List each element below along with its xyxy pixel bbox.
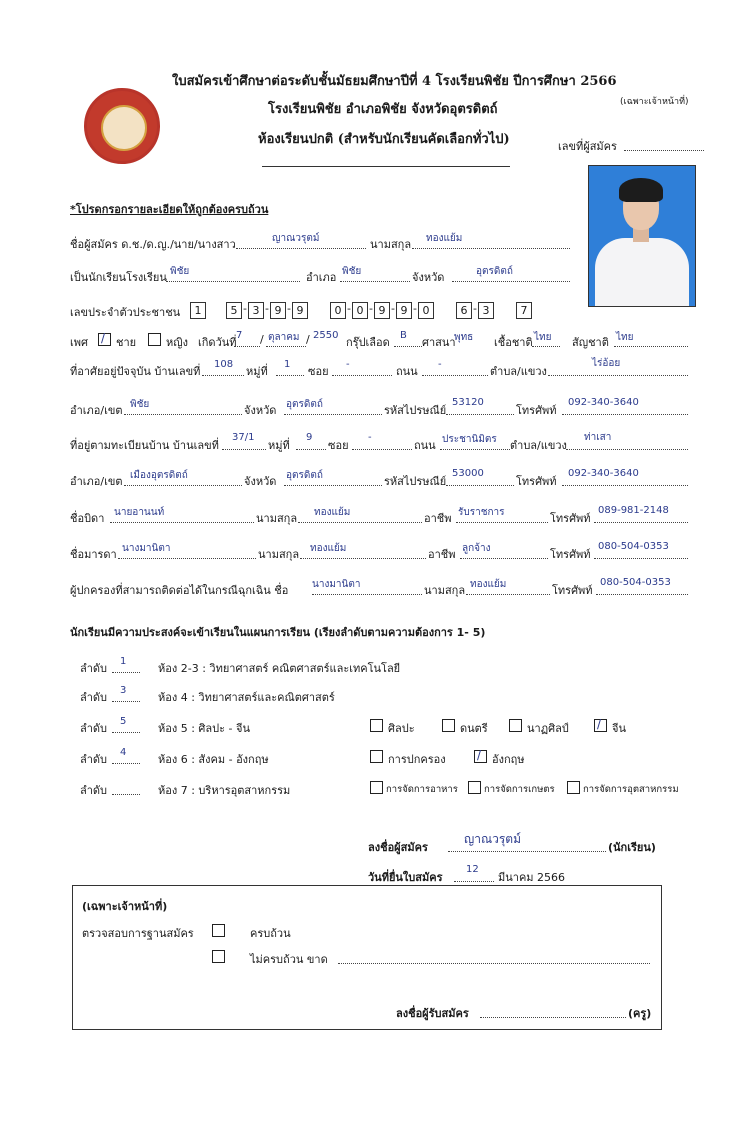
id-separator: - xyxy=(473,302,477,315)
applicant-signature: ญาณวรุตม์ xyxy=(464,832,521,846)
rank-label: ลำดับ xyxy=(80,784,108,797)
opt-music-checkbox[interactable] xyxy=(442,719,455,732)
id-digit-box[interactable]: 0 xyxy=(330,302,346,319)
opt-industry-checkbox[interactable] xyxy=(567,781,580,794)
id-separator: - xyxy=(265,302,269,315)
school-seal-logo xyxy=(84,88,160,164)
plan-room: ห้อง 7 : บริหารอุตสาหกรรม xyxy=(158,784,291,797)
male-checkbox[interactable] xyxy=(98,333,111,346)
opt-food-checkbox[interactable] xyxy=(370,781,383,794)
id-digit-box[interactable]: 7 xyxy=(516,302,532,319)
applicant-no-label: เลขที่ผู้สมัคร xyxy=(558,140,617,153)
form-title: ใบสมัครเข้าศึกษาต่อระดับชั้นมัธยมศึกษาปีที่ 4 โรงเรียนพิชัย ปีการศึกษา 2566 xyxy=(172,74,617,89)
plan-room: ห้อง 6 : สังคม - อังกฤษ xyxy=(158,753,269,766)
applicant-photo xyxy=(588,165,696,307)
complete-checkbox[interactable] xyxy=(212,924,225,937)
applicant-name[interactable]: ญาณวรุตม์ xyxy=(272,233,320,244)
rank-label: ลำดับ xyxy=(80,691,108,704)
plan-room: ห้อง 4 : วิทยาศาสตร์และคณิตศาสตร์ xyxy=(158,691,335,704)
id-digit-box[interactable]: 9 xyxy=(396,302,412,319)
id-digit-box[interactable]: 0 xyxy=(352,302,368,319)
rank-label: ลำดับ xyxy=(80,753,108,766)
rank-value[interactable]: 3 xyxy=(120,685,127,696)
id-digit-box[interactable]: 5 xyxy=(226,302,242,319)
female-checkbox[interactable] xyxy=(148,333,161,346)
id-separator: - xyxy=(243,302,247,315)
incomplete-checkbox[interactable] xyxy=(212,950,225,963)
school[interactable]: พิชัย xyxy=(170,266,190,277)
id-digit-box[interactable]: 3 xyxy=(248,302,264,319)
rank-value[interactable]: 5 xyxy=(120,716,127,727)
plan-room: ห้อง 2-3 : วิทยาศาสตร์ คณิตศาสตร์และเทคโนโลยี xyxy=(158,662,401,675)
instruction: *โปรดกรอกรายละเอียดให้ถูกต้องครบถ้วน xyxy=(70,203,269,216)
id-digit-box[interactable]: 1 xyxy=(190,302,206,319)
applicant-surname[interactable]: ทองแย้ม xyxy=(426,233,463,244)
id-digit-box[interactable]: 3 xyxy=(478,302,494,319)
school-name: โรงเรียนพิชัย อำเภอพิชัย จังหวัดอุตรดิตถ์ xyxy=(268,102,498,117)
plan-heading: นักเรียนมีความประสงค์จะเข้าเรียนในแผนการเรียน (เรียงลำดับตามความต้องการ 1- 5) xyxy=(70,626,486,639)
opt-art-checkbox[interactable] xyxy=(370,719,383,732)
plan-room: ห้อง 5 : ศิลปะ - จีน xyxy=(158,722,250,735)
class-type: ห้องเรียนปกติ (สำหรับนักเรียนคัดเลือกทั่วไป) xyxy=(258,132,510,147)
rank-value[interactable]: 4 xyxy=(120,747,127,758)
id-digit-box[interactable]: 9 xyxy=(374,302,390,319)
id-separator: - xyxy=(287,302,291,315)
opt-governance-checkbox[interactable] xyxy=(370,750,383,763)
id-separator: - xyxy=(369,302,373,315)
id-separator: - xyxy=(413,302,417,315)
rank-value[interactable]: 1 xyxy=(120,656,127,667)
opt-agri-checkbox[interactable] xyxy=(468,781,481,794)
id-digit-box[interactable]: 6 xyxy=(456,302,472,319)
opt-chinese-checkbox[interactable] xyxy=(594,719,607,732)
id-separator: - xyxy=(391,302,395,315)
id-digit-box[interactable]: 9 xyxy=(292,302,308,319)
name-label: ชื่อผู้สมัคร ด.ช./ด.ญ./นาย/นางสาว xyxy=(70,238,236,251)
rank-label: ลำดับ xyxy=(80,722,108,735)
id-separator: - xyxy=(347,302,351,315)
id-digit-box[interactable]: 9 xyxy=(270,302,286,319)
official-only-note: (เฉพาะเจ้าหน้าที่) xyxy=(620,97,689,107)
opt-dance-checkbox[interactable] xyxy=(509,719,522,732)
id-digit-box[interactable]: 0 xyxy=(418,302,434,319)
opt-english-checkbox[interactable] xyxy=(474,750,487,763)
rank-label: ลำดับ xyxy=(80,662,108,675)
